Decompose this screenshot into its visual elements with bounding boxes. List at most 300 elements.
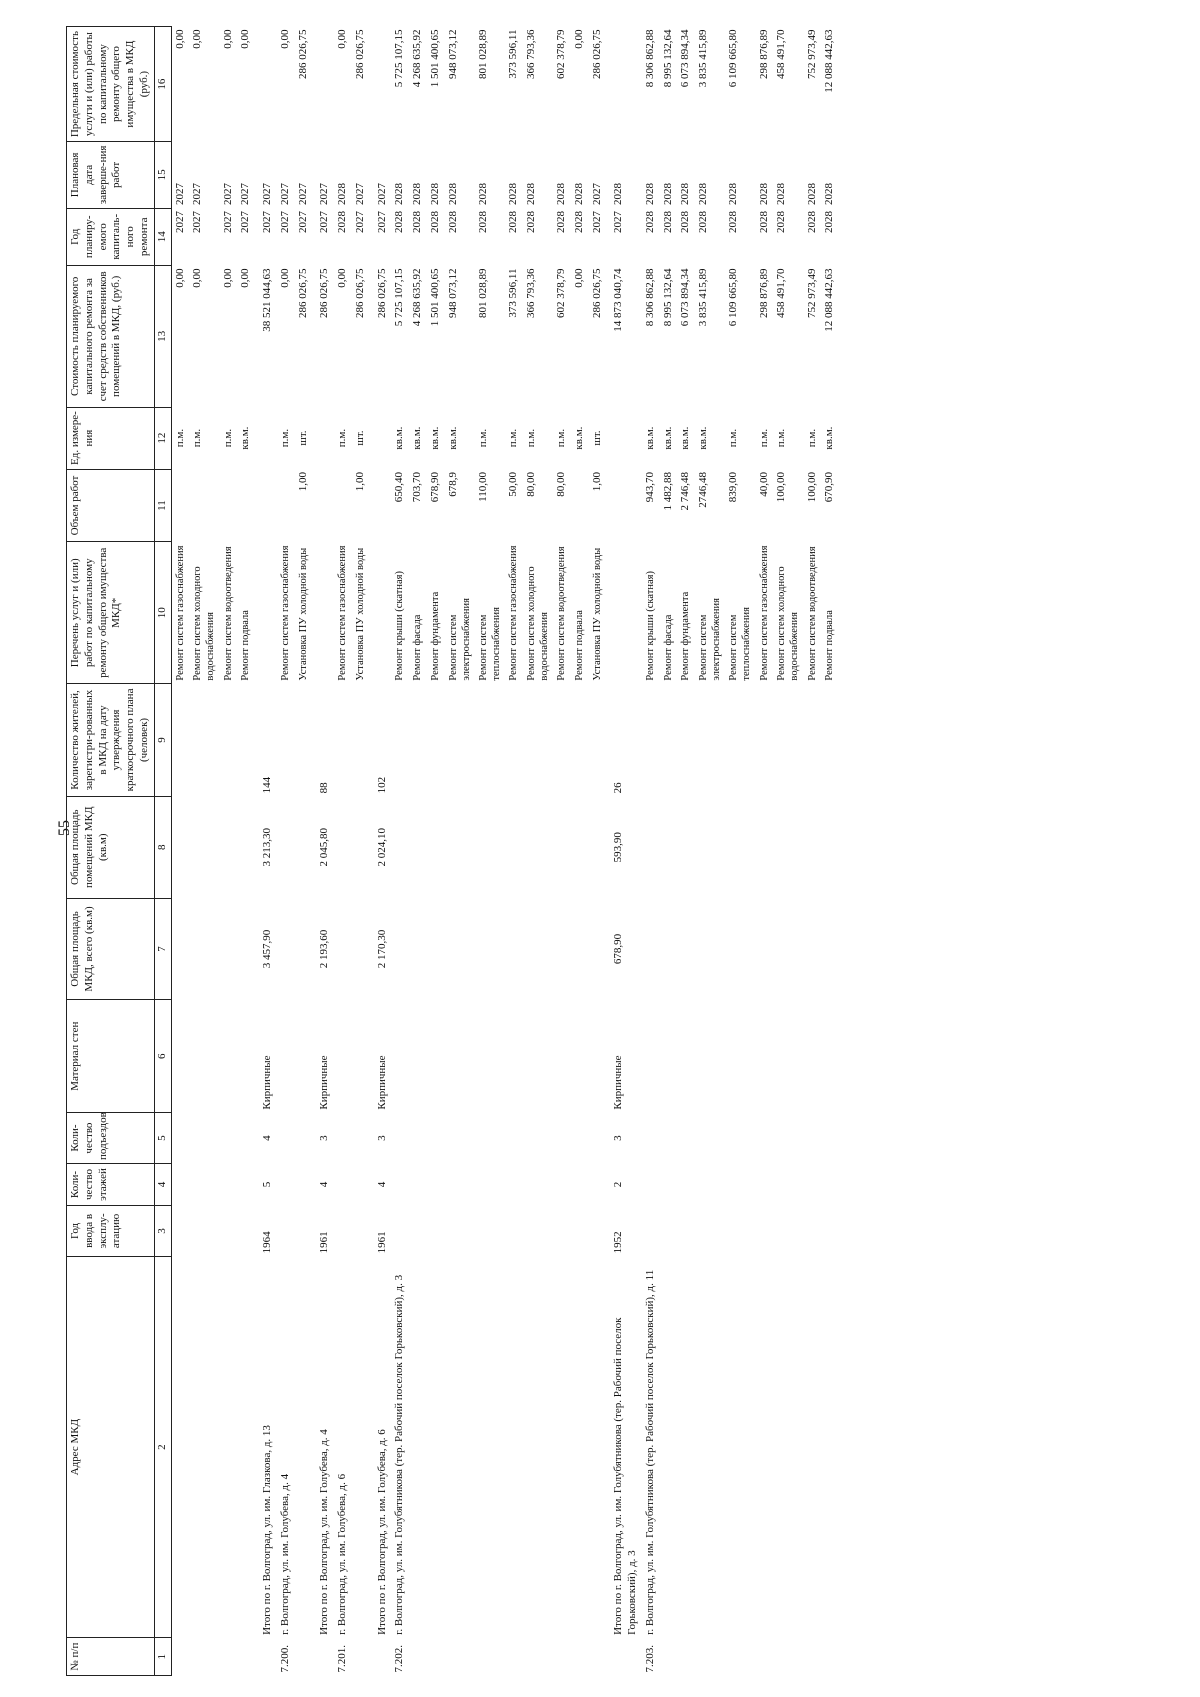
rooms-area-cell <box>475 796 505 898</box>
cost-cell: 4 268 635,92 <box>411 268 423 327</box>
row-number: 7.200. <box>278 1645 291 1673</box>
repair-year-cell: 2028 <box>643 211 656 234</box>
unit-cell: п.м. <box>775 428 788 448</box>
column-number: 5 <box>154 1113 171 1164</box>
table-row <box>523 27 553 1676</box>
floors-cell <box>804 1163 822 1205</box>
residents-cell <box>427 684 445 797</box>
header-cell: Перечень услуг и (или) работ по капитальному ремонту общего имущества МКД* <box>67 542 155 684</box>
year-built-cell <box>220 1206 238 1257</box>
year-built-cell <box>677 1206 695 1257</box>
repair-year-cell: 2027 <box>221 211 234 234</box>
year-built-cell: 1961 <box>318 1231 331 1254</box>
repair-year-cell: 2028 <box>446 211 459 234</box>
year-built-cell <box>804 1206 822 1257</box>
address-cell <box>409 1256 427 1638</box>
repair-year-cell: 2028 <box>679 211 692 234</box>
repair-year-cell: 2027 <box>278 211 291 234</box>
table-row <box>295 27 313 1676</box>
rooms-area-cell: 2 024,10 <box>375 827 388 867</box>
unit-cell: кв.м. <box>411 426 423 450</box>
entrances-cell <box>334 1113 352 1164</box>
floors-cell <box>445 1163 475 1205</box>
rooms-area-cell <box>391 796 409 898</box>
rooms-area-cell <box>725 796 755 898</box>
cost-cell: 286 026,75 <box>353 268 366 319</box>
column-number: 6 <box>154 1000 171 1113</box>
year-built-cell <box>660 1206 678 1257</box>
residents-cell: 102 <box>375 776 388 794</box>
entrances-cell <box>391 1113 409 1164</box>
column-number: 15 <box>154 142 171 208</box>
unit-cell: п.м. <box>757 428 770 448</box>
total-area-cell <box>677 898 695 1000</box>
row-number <box>571 1638 589 1676</box>
work-type-cell: Установка ПУ холодной воды <box>591 547 603 681</box>
volume-cell <box>606 469 642 542</box>
floors-cell <box>409 1163 427 1205</box>
address-cell <box>189 1256 219 1638</box>
entrances-cell <box>756 1113 774 1164</box>
row-number <box>189 1638 219 1676</box>
cost-cell: 6 073 894,34 <box>679 268 692 327</box>
unit-cell: шт. <box>353 430 366 446</box>
total-row <box>312 27 334 1676</box>
floors-cell <box>189 1163 219 1205</box>
entrances-cell <box>695 1113 725 1164</box>
total-area-cell <box>523 898 553 1000</box>
unit-cell <box>370 407 392 469</box>
residents-cell <box>523 684 553 797</box>
total-row <box>255 27 277 1676</box>
address-cell: Итого по г. Волгоград, ул. им. Голубятникова (тер. Рабочий поселок Горьковский), д. 3 <box>612 1317 638 1635</box>
column-number: 9 <box>154 684 171 797</box>
row-number <box>409 1638 427 1676</box>
year-built-cell <box>695 1206 725 1257</box>
floors-cell <box>295 1163 313 1205</box>
wall-material-cell <box>295 1000 313 1113</box>
limit-cost-cell: 0,00 <box>278 29 291 49</box>
row-number: 7.203. <box>643 1645 656 1673</box>
volume-cell: 839,00 <box>727 472 740 503</box>
year-built-cell <box>237 1206 255 1257</box>
unit-cell: шт. <box>296 430 309 446</box>
wall-material-cell <box>352 1000 370 1113</box>
repair-year-cell: 2027 <box>590 211 603 234</box>
repair-year-cell: 2027 <box>318 211 331 234</box>
limit-cost-cell: 6 109 665,80 <box>727 29 740 88</box>
unit-cell: п.м. <box>524 428 537 448</box>
address-cell <box>821 1256 839 1638</box>
rooms-area-cell <box>756 796 774 898</box>
row-number <box>295 1638 313 1676</box>
entrances-cell <box>189 1113 219 1164</box>
row-number <box>821 1638 839 1676</box>
completion-date-cell: 2028 <box>393 183 406 206</box>
address-cell: г. Волгоград, ул. им. Голубева, д. 6 <box>336 1473 348 1635</box>
cost-cell: 0,00 <box>336 268 348 288</box>
year-built-cell <box>445 1206 475 1257</box>
header-cell: Коли-чество подъездов <box>67 1113 155 1164</box>
cost-cell: 5 725 107,15 <box>393 268 406 327</box>
repair-year-cell: 2028 <box>661 211 674 234</box>
rooms-area-cell <box>220 796 238 898</box>
unit-cell <box>255 407 277 469</box>
total-area-cell <box>334 898 352 1000</box>
total-area-cell <box>553 898 571 1000</box>
address-cell <box>773 1256 803 1638</box>
entrances-cell: 3 <box>612 1135 625 1141</box>
row-number <box>756 1638 774 1676</box>
total-area-cell <box>277 898 295 1000</box>
volume-cell: 80,00 <box>555 472 567 497</box>
year-built-cell: 1961 <box>375 1231 388 1254</box>
address-cell <box>677 1256 695 1638</box>
table-row <box>660 27 678 1676</box>
repair-year-cell: 2028 <box>476 211 489 234</box>
volume-cell: 2 746,48 <box>679 472 692 511</box>
completion-date-cell: 2027 <box>221 183 234 206</box>
work-type-cell: Ремонт систем теплоснабжения <box>477 607 502 681</box>
completion-date-cell: 2027 <box>239 183 252 206</box>
work-type-cell <box>606 542 642 684</box>
entrances-cell <box>804 1113 822 1164</box>
address-cell <box>352 1256 370 1638</box>
page-number: 55 <box>56 820 73 836</box>
entrances-cell <box>352 1113 370 1164</box>
work-type-cell: Ремонт подвала <box>824 610 836 681</box>
header-cell: Стоимость планируемого капитального ремонта за счет средств собственников помещений в МКД, (руб.) <box>67 266 155 408</box>
residents-cell <box>237 684 255 797</box>
entrances-cell <box>725 1113 755 1164</box>
repair-year-cell: 2028 <box>697 211 709 234</box>
volume-cell: 1,00 <box>353 472 366 492</box>
completion-date-cell: 2028 <box>679 183 692 206</box>
work-type-cell: Ремонт систем водоотведения <box>806 546 818 681</box>
total-area-cell <box>295 898 313 1000</box>
unit-cell: кв.м. <box>446 426 459 450</box>
wall-material-cell: Кирпичные <box>375 1055 388 1110</box>
residents-cell <box>391 684 409 797</box>
work-type-cell: Ремонт систем водоотведения <box>556 546 567 681</box>
work-type-cell: Ремонт систем водоотведения <box>222 546 234 681</box>
total-row <box>370 27 392 1676</box>
completion-date-cell: 2028 <box>823 183 836 206</box>
limit-cost-cell: 8 306 862,88 <box>643 29 656 88</box>
year-built-cell <box>334 1206 352 1257</box>
repair-year-cell: 2028 <box>393 211 406 234</box>
residents-cell <box>409 684 427 797</box>
repair-year-cell: 2027 <box>173 211 186 234</box>
completion-date-cell: 2028 <box>775 183 788 206</box>
total-area-cell <box>725 898 755 1000</box>
work-type-cell: Ремонт подвала <box>573 610 585 681</box>
limit-cost-cell: 0,00 <box>572 29 585 49</box>
entrances-cell <box>589 1113 607 1164</box>
floors-cell <box>660 1163 678 1205</box>
total-area-cell <box>804 898 822 1000</box>
address-cell: г. Волгоград, ул. им. Голубева, д. 4 <box>278 1473 291 1635</box>
repair-year-cell: 2028 <box>524 211 537 234</box>
table-row <box>171 27 189 1676</box>
rooms-area-cell <box>660 796 678 898</box>
table-row <box>773 27 803 1676</box>
cost-cell: 0,00 <box>278 268 291 288</box>
residents-cell <box>445 684 475 797</box>
entrances-cell: 3 <box>375 1135 388 1141</box>
cost-cell: 373 596,11 <box>507 268 519 318</box>
row-number <box>505 1638 523 1676</box>
entrances-cell <box>505 1113 523 1164</box>
unit-cell <box>606 407 642 469</box>
repair-year-cell: 2028 <box>411 211 423 234</box>
cost-cell: 3 835 415,89 <box>697 268 709 327</box>
wall-material-cell <box>660 1000 678 1113</box>
residents-cell <box>220 684 238 797</box>
table-row <box>821 27 839 1676</box>
repair-year-cell: 2028 <box>336 211 348 234</box>
unit-cell: кв.м. <box>239 426 252 450</box>
row-number <box>171 1638 189 1676</box>
volume-cell <box>277 469 295 542</box>
floors-cell <box>773 1163 803 1205</box>
completion-date-cell: 2028 <box>336 183 348 206</box>
cost-cell: 0,00 <box>221 268 234 288</box>
residents-cell <box>553 684 571 797</box>
work-type-cell: Ремонт систем газоснабжения <box>758 545 770 681</box>
floors-cell <box>642 1163 660 1205</box>
rooms-area-cell: 3 213,30 <box>261 827 273 867</box>
rooms-area-cell <box>589 796 607 898</box>
table-row <box>677 27 695 1676</box>
cost-cell: 8 995 132,64 <box>661 268 674 327</box>
residents-cell <box>334 684 352 797</box>
volume-cell <box>334 469 352 542</box>
limit-cost-cell: 752 973,49 <box>805 29 818 79</box>
work-type-cell: Ремонт систем холодного водоснабжения <box>525 566 550 681</box>
address-cell <box>660 1256 678 1638</box>
unit-cell: кв.м. <box>697 426 709 450</box>
residents-cell <box>756 684 774 797</box>
address-cell <box>475 1256 505 1638</box>
total-area-cell <box>695 898 725 1000</box>
header-cell: Коли-чество этажей <box>67 1163 155 1205</box>
year-built-cell <box>553 1206 571 1257</box>
limit-cost-cell: 3 835 415,89 <box>697 29 709 88</box>
rooms-area-cell <box>277 796 295 898</box>
limit-cost-cell <box>606 27 642 142</box>
rooms-area-cell <box>677 796 695 898</box>
completion-date-cell: 2028 <box>411 183 423 206</box>
year-built-cell <box>391 1206 409 1257</box>
work-type-cell: Ремонт систем газоснабжения <box>174 545 186 681</box>
cost-cell: 602 378,79 <box>555 268 567 319</box>
repair-year-cell: 2027 <box>353 211 366 234</box>
repair-year-cell: 2028 <box>572 211 585 234</box>
volume-cell: 80,00 <box>524 472 537 497</box>
header-cell: Год ввода в эксплу-атацию <box>67 1206 155 1257</box>
cost-cell: 286 026,75 <box>318 268 331 319</box>
limit-cost-cell: 0,00 <box>221 29 234 49</box>
row-number <box>606 1638 642 1676</box>
column-number: 8 <box>154 796 171 898</box>
row-number: 7.202. <box>393 1645 406 1673</box>
entrances-cell <box>821 1113 839 1164</box>
row-number <box>695 1638 725 1676</box>
limit-cost-cell <box>370 27 392 142</box>
floors-cell <box>571 1163 589 1205</box>
work-type-cell: Ремонт систем газоснабжения <box>508 545 519 681</box>
wall-material-cell <box>505 1000 523 1113</box>
table-row <box>642 27 660 1676</box>
cost-cell: 286 026,75 <box>590 268 603 319</box>
floors-cell <box>427 1163 445 1205</box>
year-built-cell <box>821 1206 839 1257</box>
residents-cell <box>589 684 607 797</box>
wall-material-cell <box>695 1000 725 1113</box>
entrances-cell <box>409 1113 427 1164</box>
floors-cell <box>277 1163 295 1205</box>
volume-cell: 100,00 <box>805 472 818 503</box>
wall-material-cell <box>445 1000 475 1113</box>
header-cell: Год планиру-емого капиталь-ного ремонта <box>67 208 155 266</box>
completion-date-cell: 2027 <box>173 183 186 206</box>
volume-cell: 2746,48 <box>697 472 709 508</box>
unit-cell: п.м. <box>476 428 489 448</box>
row-number <box>352 1638 370 1676</box>
address-cell <box>171 1256 189 1638</box>
header-cell: Адрес МКД <box>67 1256 155 1638</box>
cost-cell: 6 109 665,80 <box>727 268 740 327</box>
completion-date-cell: 2027 <box>191 183 204 206</box>
residents-cell <box>725 684 755 797</box>
table-row <box>445 27 475 1676</box>
entrances-cell <box>277 1113 295 1164</box>
repair-year-cell: 2027 <box>261 211 273 234</box>
floors-cell: 4 <box>318 1181 331 1188</box>
residents-cell <box>773 684 803 797</box>
completion-date-cell: 2028 <box>727 183 740 206</box>
header-row <box>67 27 155 1676</box>
unit-cell: п.м. <box>805 428 818 448</box>
work-type-cell <box>255 542 277 684</box>
row-number <box>804 1638 822 1676</box>
floors-cell <box>220 1163 238 1205</box>
address-cell <box>804 1256 822 1638</box>
residents-cell <box>804 684 822 797</box>
volume-cell: 670,90 <box>823 472 836 503</box>
row-number <box>660 1638 678 1676</box>
limit-cost-cell: 0,00 <box>191 29 204 49</box>
limit-cost-cell: 286 026,75 <box>590 29 603 79</box>
repair-year-cell: 2028 <box>727 211 740 234</box>
year-built-cell: 1952 <box>612 1231 625 1254</box>
repair-year-cell: 2027 <box>239 211 252 234</box>
address-cell <box>553 1256 571 1638</box>
total-area-cell <box>391 898 409 1000</box>
row-number <box>677 1638 695 1676</box>
unit-cell: п.м. <box>221 428 234 448</box>
floors-cell <box>695 1163 725 1205</box>
address-cell: Итого по г. Волгоград, ул. им. Глазкова, д. 13 <box>261 1425 273 1635</box>
year-built-cell <box>756 1206 774 1257</box>
row-number <box>523 1638 553 1676</box>
column-number: 2 <box>154 1256 171 1638</box>
floors-cell <box>171 1163 189 1205</box>
completion-date-cell: 2027 <box>261 183 273 206</box>
header-cell: Предельная стоимость услуги и (или) работы по капитальному ремонту общего имущества в МКД (руб.) <box>67 27 155 142</box>
rooms-area-cell <box>804 796 822 898</box>
year-built-cell <box>475 1206 505 1257</box>
total-area-cell <box>756 898 774 1000</box>
entrances-cell: 3 <box>318 1135 331 1141</box>
cost-cell: 14 873 040,74 <box>612 268 625 332</box>
total-area-cell <box>475 898 505 1000</box>
row-number <box>370 1638 392 1676</box>
limit-cost-cell: 6 073 894,34 <box>679 29 692 88</box>
column-number-row <box>154 27 171 1676</box>
row-number <box>220 1638 238 1676</box>
rooms-area-cell <box>445 796 475 898</box>
completion-date-cell: 2028 <box>805 183 818 206</box>
volume-cell: 110,00 <box>476 472 489 502</box>
column-number: 10 <box>154 542 171 684</box>
unit-cell: кв.м. <box>679 426 692 450</box>
entrances-cell: 4 <box>261 1135 273 1141</box>
work-type-cell: Ремонт систем электроснабжения <box>698 598 723 681</box>
volume-cell <box>312 469 334 542</box>
year-built-cell <box>589 1206 607 1257</box>
volume-cell <box>370 469 392 542</box>
year-built-cell <box>725 1206 755 1257</box>
volume-cell: 1,00 <box>296 472 309 492</box>
repair-year-cell: 2027 <box>191 211 204 234</box>
repair-year-cell: 2028 <box>757 211 770 234</box>
cost-cell: 948 073,12 <box>446 268 459 319</box>
year-built-cell: 1964 <box>261 1231 273 1254</box>
cost-cell: 1 501 400,65 <box>428 268 441 327</box>
header-cell: Общая площадь помещений МКД (кв.м) <box>67 796 155 898</box>
work-type-cell: Ремонт систем газоснабжения <box>279 545 291 681</box>
rooms-area-cell <box>505 796 523 898</box>
work-type-cell: Ремонт фундамента <box>680 591 692 681</box>
repair-year-cell: 2028 <box>805 211 818 234</box>
wall-material-cell <box>725 1000 755 1113</box>
year-built-cell <box>642 1206 660 1257</box>
header-cell: Количество жителей, зарегистри-рованных в МКД на дату утверждения краткосрочного плана (человек) <box>67 684 155 797</box>
total-area-cell <box>571 898 589 1000</box>
residents-cell <box>295 684 313 797</box>
unit-cell: п.м. <box>191 428 204 448</box>
table-row <box>189 27 219 1676</box>
column-number: 7 <box>154 898 171 1000</box>
work-type-cell: Ремонт систем газоснабжения <box>337 545 348 681</box>
residents-cell: 26 <box>612 782 625 794</box>
cost-cell: 801 028,89 <box>476 268 489 319</box>
total-area-cell <box>220 898 238 1000</box>
floors-cell <box>391 1163 409 1205</box>
column-number: 1 <box>154 1638 171 1676</box>
floors-cell <box>677 1163 695 1205</box>
limit-cost-cell: 458 491,70 <box>775 29 788 79</box>
volume-cell: 943,70 <box>643 472 656 503</box>
unit-cell: п.м. <box>727 428 740 448</box>
limit-cost-cell: 12 088 442,63 <box>823 29 836 93</box>
limit-cost-cell: 0,00 <box>336 29 348 49</box>
residents-cell: 88 <box>318 782 331 794</box>
volume-cell: 100,00 <box>775 472 788 503</box>
wall-material-cell <box>553 1000 571 1113</box>
